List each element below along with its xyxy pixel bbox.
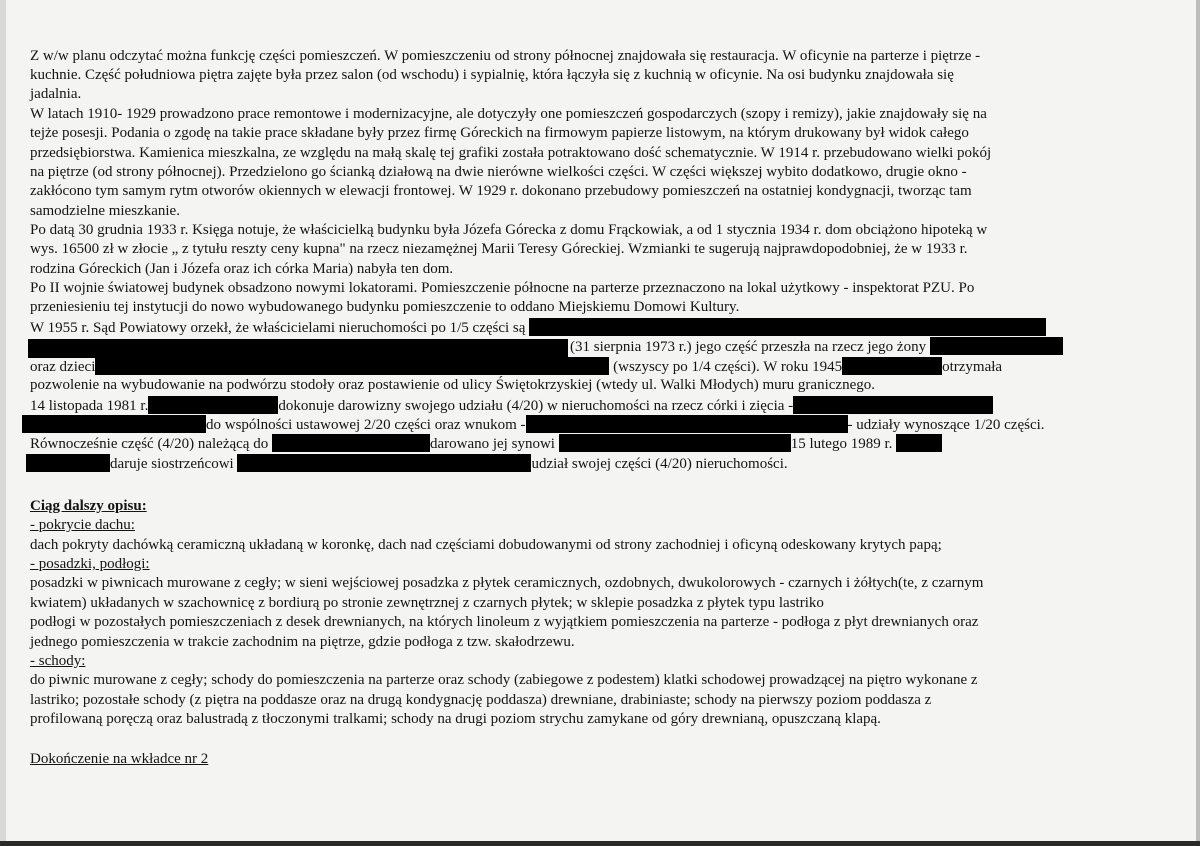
text-fragment: do wspólności ustawowej 2/20 części oraz wnukom - xyxy=(206,417,526,433)
paragraph-line: jadalnia. xyxy=(30,86,82,102)
paragraph-line: podłogi w pozostałych pomieszczeniach z desek drewnianych, na których linoleum z wyjątkiem pomieszczenia na parterze - podłoga z płyt drewnianych oraz xyxy=(30,614,979,630)
text-fragment: W 1955 r. Sąd Powiatowy orzekł, że właścicielami nieruchomości po 1/5 części są xyxy=(30,320,526,336)
redaction-bar xyxy=(842,357,942,375)
paragraph-line: rodzina Góreckich (Jan i Józefa oraz ich córka Maria) nabyła ten dom. xyxy=(30,261,454,277)
paragraph-line: przedsiębiorstwa. Kamienica mieszkalna, ze względu na małą skalę tej grafiki została potraktowano dość schematycznie. W 1914 r. przebudowano wielki pokój xyxy=(30,145,992,161)
text-fragment: (wszyscy po 1/4 części). W roku 1945 xyxy=(613,359,843,375)
paragraph-line: wys. 16500 zł w złocie „ z tytułu reszty ceny kupna" na rzecz niezamężnej Marii Teresy Góreckiej. Wzmianki te sugerują najprawdopodobniej, że w 1933 r. xyxy=(30,241,968,257)
paragraph-line xyxy=(30,318,1046,338)
redaction-bar xyxy=(148,396,278,414)
redaction-bar xyxy=(26,454,110,472)
paragraph-line: lastriko; pozostałe schody (z piętra na poddasze oraz na drugą kondygnację poddasza) drewniane, drabiniaste; schody na pierwszy poziom poddasza z xyxy=(30,692,932,708)
text-fragment: (31 sierpnia 1973 r.) jego część przeszła na rzecz jego żony xyxy=(570,339,927,355)
scan-edge-right xyxy=(1196,0,1200,846)
text-fragment: otrzymała xyxy=(942,359,1003,375)
paragraph-line: profilowaną poręczą oraz balustradą z tłoczonymi tralkami; schody na drugi poziom strychu zamykane od góry drewnianą, opuszczaną klapą. xyxy=(30,711,881,727)
text-fragment: oraz dzieci xyxy=(30,359,96,375)
redaction-bar xyxy=(22,415,206,433)
subsection-label: - pokrycie dachu: xyxy=(30,517,135,533)
text-fragment: daruje siostrzeńcowi xyxy=(110,456,234,472)
redaction-bar xyxy=(28,339,568,358)
scan-edge-bottom xyxy=(0,841,1200,846)
paragraph-line xyxy=(30,357,1002,377)
text-fragment: darowano jej synowi xyxy=(429,436,555,452)
redaction-bar xyxy=(95,357,609,375)
text-fragment: - udziały wynoszące 1/20 części. xyxy=(847,417,1045,433)
text-fragment: Równocześnie część (4/20) należącą do xyxy=(30,436,269,452)
redaction-bar xyxy=(793,396,993,414)
paragraph-line: Po datą 30 grudnia 1933 r. Księga notuje, że właścicielką budynku była Józefa Górecka z domu Frąckowiak, a od 1 stycznia 1934 r. dom obciążono hipoteką w xyxy=(30,222,988,238)
paragraph-line: Po II wojnie światowej budynek obsadzono nowymi lokatorami. Pomieszczenie północne na parterze przeznaczono na lokal użytkowy - inspektorat PZU. Po xyxy=(30,280,975,296)
paragraph-line xyxy=(22,415,1045,435)
paragraph-line: kuchnie. Część południowa piętra zajęte była przez salon (od wschodu) i sypialnię, która łączyła się z kuchnią w oficynie. Na osi budynku znajdowała się xyxy=(30,67,954,83)
paragraph-line: jednego pomieszczenia w trakcie zachodnim na piętrze, gdzie podłoga z tzw. skałodrzewu. xyxy=(30,634,575,650)
redaction-bar xyxy=(237,454,531,472)
paragraph-line: przeniesieniu tej instytucji do nowo wybudowanego budynku pomieszczenie to oddano Miejskiemu Domowi Kultury. xyxy=(30,299,740,315)
redaction-bar xyxy=(930,337,1063,355)
subsection-label: - posadzki, podłogi: xyxy=(30,556,150,572)
redaction-bar xyxy=(896,434,942,452)
paragraph-line xyxy=(30,396,993,416)
redaction-bar xyxy=(526,415,848,433)
scan-edge-left xyxy=(0,0,6,846)
redaction-bar xyxy=(529,318,1046,336)
paragraph-line: do piwnic murowane z cegły; schody do pomieszczenia na parterze oraz schody (zabiegowe z podestem) klatki schodowej prowadzącej na piętro wykonane z xyxy=(30,672,978,688)
paragraph-line: kwiatem) układanych w szachownicę z bordiurą po stronie zewnętrznej z czarnych płytek; w sklepie posadzka z płytek typu lastriko xyxy=(30,595,824,611)
text-fragment: 14 listopada 1981 r. xyxy=(30,398,149,414)
subsection-label: - schody: xyxy=(30,653,86,669)
text-fragment: 15 lutego 1989 r. xyxy=(790,436,893,452)
paragraph-line: tejże posesji. Podania o zgodę na takie prace składane były przez firmę Góreckich na firmowym papierze listowym, na którym drukowany był widok całego xyxy=(30,125,969,141)
paragraph-line: samodzielne mieszkanie. xyxy=(30,203,180,219)
paragraph-line: dach pokryty dachówką ceramiczną układaną w koronkę, dach nad częściami dobudowanymi od strony zachodniej i oficyną odeskowany krytych papą; xyxy=(30,537,942,553)
paragraph-line: posadzki w piwnicach murowane z cegły; w sieni wejściowej posadzka z płytek ceramicznych, ozdobnych, dwukolorowych - czarnych i żółtych(te, z czarnym xyxy=(30,575,984,591)
paragraph-line xyxy=(26,454,788,474)
paragraph-line: pozwolenie na wybudowanie na podwórzu stodoły oraz postawienie od ulicy Świętokrzyskiej (wtedy ul. Walki Młodych) muru granicznego. xyxy=(30,377,875,393)
redaction-bar xyxy=(559,434,791,452)
paragraph-line: Z w/w planu odczytać można funkcję części pomieszczeń. W pomieszczeniu od strony północnej znajdowała się restauracja. W oficynie na parterze i piętrze - xyxy=(30,48,981,64)
paragraph-line: zakłócono tym samym rytm otworów okiennych w elewacji frontowej. W 1929 r. dokonano przebudowy pomieszczeń na ostatniej kondygnacji, tworząc tam xyxy=(30,183,972,199)
redaction-bar xyxy=(272,434,430,452)
continuation-note: Dokończenie na wkładce nr 2 xyxy=(30,751,209,767)
paragraph-line xyxy=(570,337,1063,357)
text-fragment: dokonuje darowizny swojego udziału (4/20) w nieruchomości na rzecz córki i zięcia - xyxy=(278,398,794,414)
text-fragment: udział swojej części (4/20) nieruchomości. xyxy=(531,456,788,472)
paragraph-line: na piętrze (od strony północnej). Przedzielono go ścianką działową na dwie nierówne wielkości części. W części większej wybito dodatkowo, drugie okno - xyxy=(30,164,967,180)
section-heading: Ciąg dalszy opisu: xyxy=(30,498,147,514)
paragraph-line: W latach 1910- 1929 prowadzono prace remontowe i modernizacyjne, ale dotyczyły one pomieszczeń gospodarczych (szopy i remizy), jakie znajdowały się na xyxy=(30,106,987,122)
paragraph-line xyxy=(30,434,942,454)
